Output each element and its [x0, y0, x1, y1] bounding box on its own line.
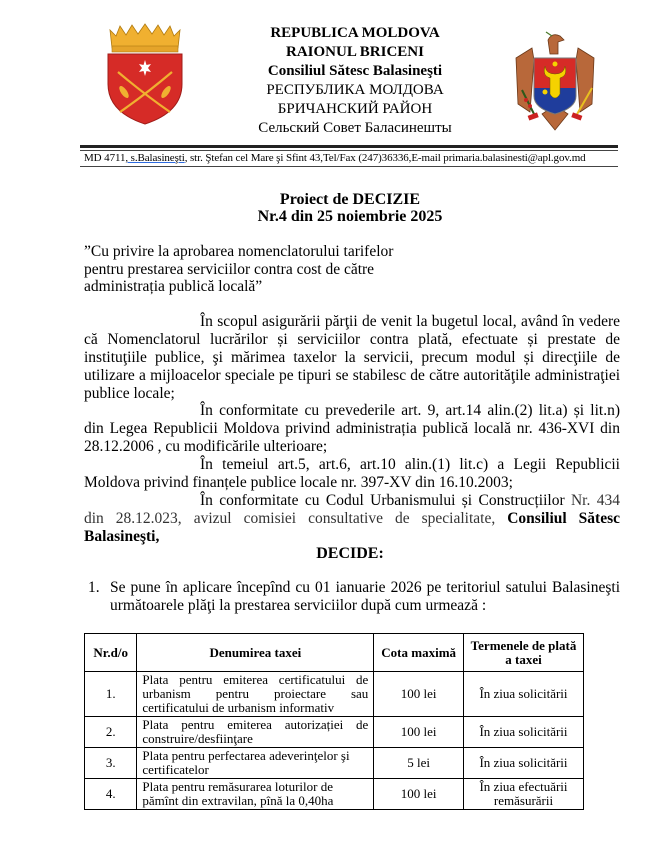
document-title: Proiect de DECIZIE: [279, 191, 421, 208]
council-ru: Сельский Совет Баласинешты: [258, 120, 452, 136]
preamble-paragraph-1: În scopul asigurării părţii de venit la bugetul local, având în vedere că Nomenclatorul lucrărilor și serviciilor contra plată, efectuate și prestate de instituţiile publice, şi mărimea taxelor la servicii, precum modul și direcţiile de utilizare a mijloacelor speciale pe tipuri se stabilesc de către autorităţile administraţiei publice locale;: [84, 313, 620, 402]
row-term: În ziua solicitării: [464, 672, 584, 717]
preamble-paragraph-2: În conformitate cu prevederile art. 9, art.14 alin.(2) lit.a) și lit.n) din Legea Republicii Moldova privind administrația publică locală nr. 436-XVI din 28.12.2006 , cu modificările ulterioare;: [84, 402, 620, 455]
row-term: În ziua solicitării: [464, 748, 584, 779]
table-row: [85, 779, 584, 810]
country-ro: REPUBLICA MOLDOVA: [270, 25, 440, 41]
institution-header: [230, 24, 480, 138]
row-term: În ziua efectuării remăsurării: [464, 779, 584, 810]
document-number: Nr.4 din 25 noiembrie 2025: [257, 208, 443, 225]
header-divider-thin: [80, 150, 618, 151]
header-divider: [80, 145, 618, 148]
table-row: [85, 672, 584, 717]
village-coat-of-arms-icon: [104, 22, 186, 126]
decision-item-1: [88, 579, 620, 615]
column-header-amount: Cota maximă: [374, 634, 464, 672]
contact-line: [84, 152, 586, 164]
subject-line: administrația publică locală”: [84, 278, 263, 295]
item-number: 1.: [88, 579, 100, 596]
row-nr: 1.: [85, 672, 137, 717]
row-name: Plata pentru remăsurarea loturilor de pămînt din extravilan, pînă la 0,40ha: [137, 779, 374, 810]
preamble-paragraph-4: În conformitate cu Codul Urbanismului și Construcțiilor Nr. 434 din 28.12.023, avizul comisiei consultative de specialitate, Consiliul Sătesc Balasineşti,: [84, 492, 621, 545]
postal-code: MD 4711: [84, 152, 126, 164]
preamble-paragraph-3: În temeiul art.5, art.6, art.10 alin.(1) lit.c) a Legii Republicii Moldova privind finanțele publice locale nr. 397-XV din 16.10.2003;: [84, 456, 620, 491]
row-nr: 3.: [85, 748, 137, 779]
locality-link[interactable]: , s.Balasineşti: [125, 152, 185, 164]
country-ru: РЕСПУБЛИКА МОЛДОВА: [266, 82, 444, 98]
row-nr: 4.: [85, 779, 137, 810]
row-amount: 100 lei: [374, 779, 464, 810]
row-name: Plata pentru emiterea certificatului de urbanism pentru proiectare sau certificatului de urbanism informativ: [137, 672, 374, 717]
row-amount: 100 lei: [374, 672, 464, 717]
item-text: Se pune în aplicare începînd cu 01 ianuarie 2026 pe teritoriul satului Balasineşti următoarele plăţi la prestarea serviciilor după cum urmează :: [110, 579, 620, 614]
row-term: În ziua solicitării: [464, 717, 584, 748]
contact-divider: [80, 166, 618, 167]
row-nr: 2.: [85, 717, 137, 748]
district-ru: БРИЧАНСКИЙ РАЙОН: [277, 101, 433, 117]
district-ro: RAIONUL BRICENI: [286, 44, 424, 60]
row-name: Plata pentru perfectarea adeverinţelor şi certificatelor: [137, 748, 374, 779]
column-header-nr: Nr.d/o: [85, 634, 137, 672]
row-amount: 5 lei: [374, 748, 464, 779]
council-ro: Consiliul Sătesc Balasineşti: [267, 63, 443, 79]
column-header-term: Termenele de plată a taxei: [464, 634, 584, 672]
decide-heading: DECIDE:: [316, 545, 384, 562]
column-header-name: Denumirea taxei: [137, 634, 374, 672]
subject-line: ”Cu privire la aprobarea nomenclatorului tarifelor: [84, 243, 394, 260]
crown-icon: [110, 24, 180, 52]
row-amount: 100 lei: [374, 717, 464, 748]
address-phone-email: , str. Ştefan cel Mare şi Sfint 43,Tel/Fax (247)36336,E-mail primaria.balasinesti@apl.gov.md: [184, 152, 586, 164]
table-row: [85, 748, 584, 779]
subject-line: pentru prestarea serviciilor contra cost de către: [84, 260, 375, 278]
table-header-row: [85, 634, 584, 672]
table-row: [85, 717, 584, 748]
moldova-coat-of-arms-icon: [512, 30, 598, 134]
document-subject: [84, 243, 484, 296]
tax-table: [84, 633, 584, 810]
row-name: Plata pentru emiterea autorizației de construire/desfiinţare: [137, 717, 374, 748]
shield-icon: [534, 58, 576, 114]
